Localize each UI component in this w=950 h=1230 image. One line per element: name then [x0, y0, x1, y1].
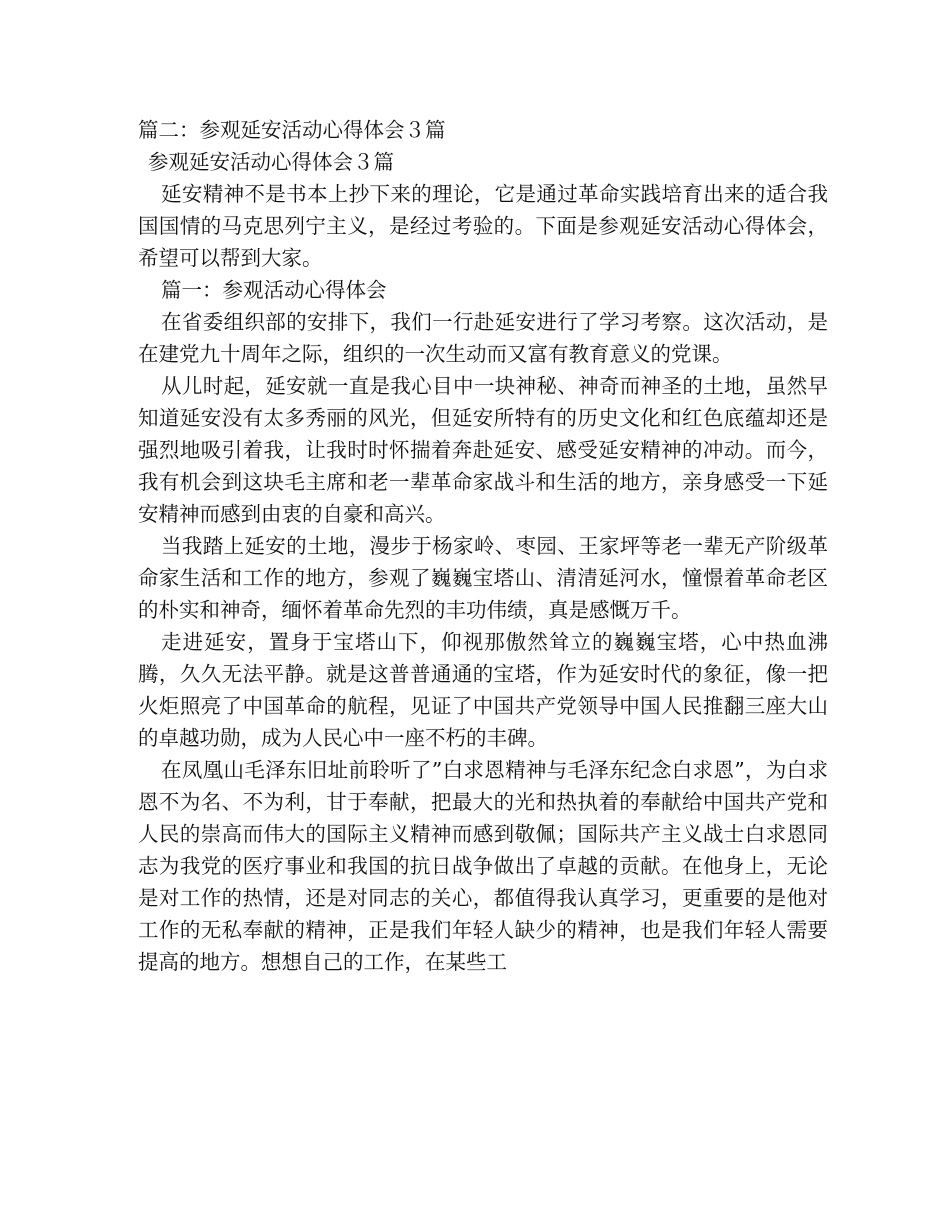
- document-title: 篇二：参观延安活动心得体会３篇: [138, 118, 446, 142]
- body-paragraph-2: 从儿时起，延安就一直是我心目中一块神秘、神奇而神圣的土地，虽然早知道延安没有太多秀丽的风光，但延安所特有的历史文化和红色底蕴却还是强烈地吸引着我，让我时时怀揣着奔赴延安、感受延安精神的冲动。而今，我有机会到这块毛主席和老一辈革命家战斗和生活的地方，亲身感受一下延安精神而感到由衷的自豪和高兴。: [138, 374, 828, 526]
- intro-paragraph: 延安精神不是书本上抄下来的理论，它是通过革命实践培育出来的适合我国国情的马克思列宁主义，是经过考验的。下面是参观延安活动心得体会，希望可以帮到大家。: [138, 182, 828, 270]
- body-paragraph-4: 走进延安，置身于宝塔山下，仰视那傲然耸立的巍巍宝塔，心中热血沸腾，久久无法平静。就是这普普通通的宝塔，作为延安时代的象征，像一把火炬照亮了中国革命的航程，见证了中国共产党领导中国人民推翻三座大山的卓越功勋，成为人民心中一座不朽的丰碑。: [138, 630, 828, 750]
- body-paragraph-3: 当我踏上延安的土地，漫步于杨家岭、枣园、王家坪等老一辈无产阶级革命家生活和工作的地方，参观了巍巍宝塔山、清清延河水，憧憬着革命老区的朴实和神奇，缅怀着革命先烈的丰功伟绩，真是感慨万千。: [138, 534, 828, 622]
- document-subtitle: 参观延安活动心得体会３篇: [148, 150, 394, 174]
- body-paragraph-5: 在凤凰山毛泽东旧址前聆听了”白求恩精神与毛泽东纪念白求恩”，为白求恩不为名、不为利，甘于奉献，把最大的光和热执着的奉献给中国共产党和人民的崇高而伟大的国际主义精神而感到敬佩；国际共产主义战士白求恩同志为我党的医疗事业和我国的抗日战争做出了卓越的贡献。在他身上，无论是对工作的热情，还是对同志的关心，都值得我认真学习，更重要的是他对工作的无私奉献的精神，正是我们年轻人缺少的精神，也是我们年轻人需要提高的地方。想想自己的工作，在某些工: [138, 758, 828, 974]
- section-heading: 篇一：参观活动心得体会: [161, 278, 387, 302]
- document-page: [138, 114, 828, 978]
- body-paragraph-1: 在省委组织部的安排下，我们一行赴延安进行了学习考察。这次活动，是在建党九十周年之际，组织的一次生动而又富有教育意义的党课。: [138, 310, 828, 366]
